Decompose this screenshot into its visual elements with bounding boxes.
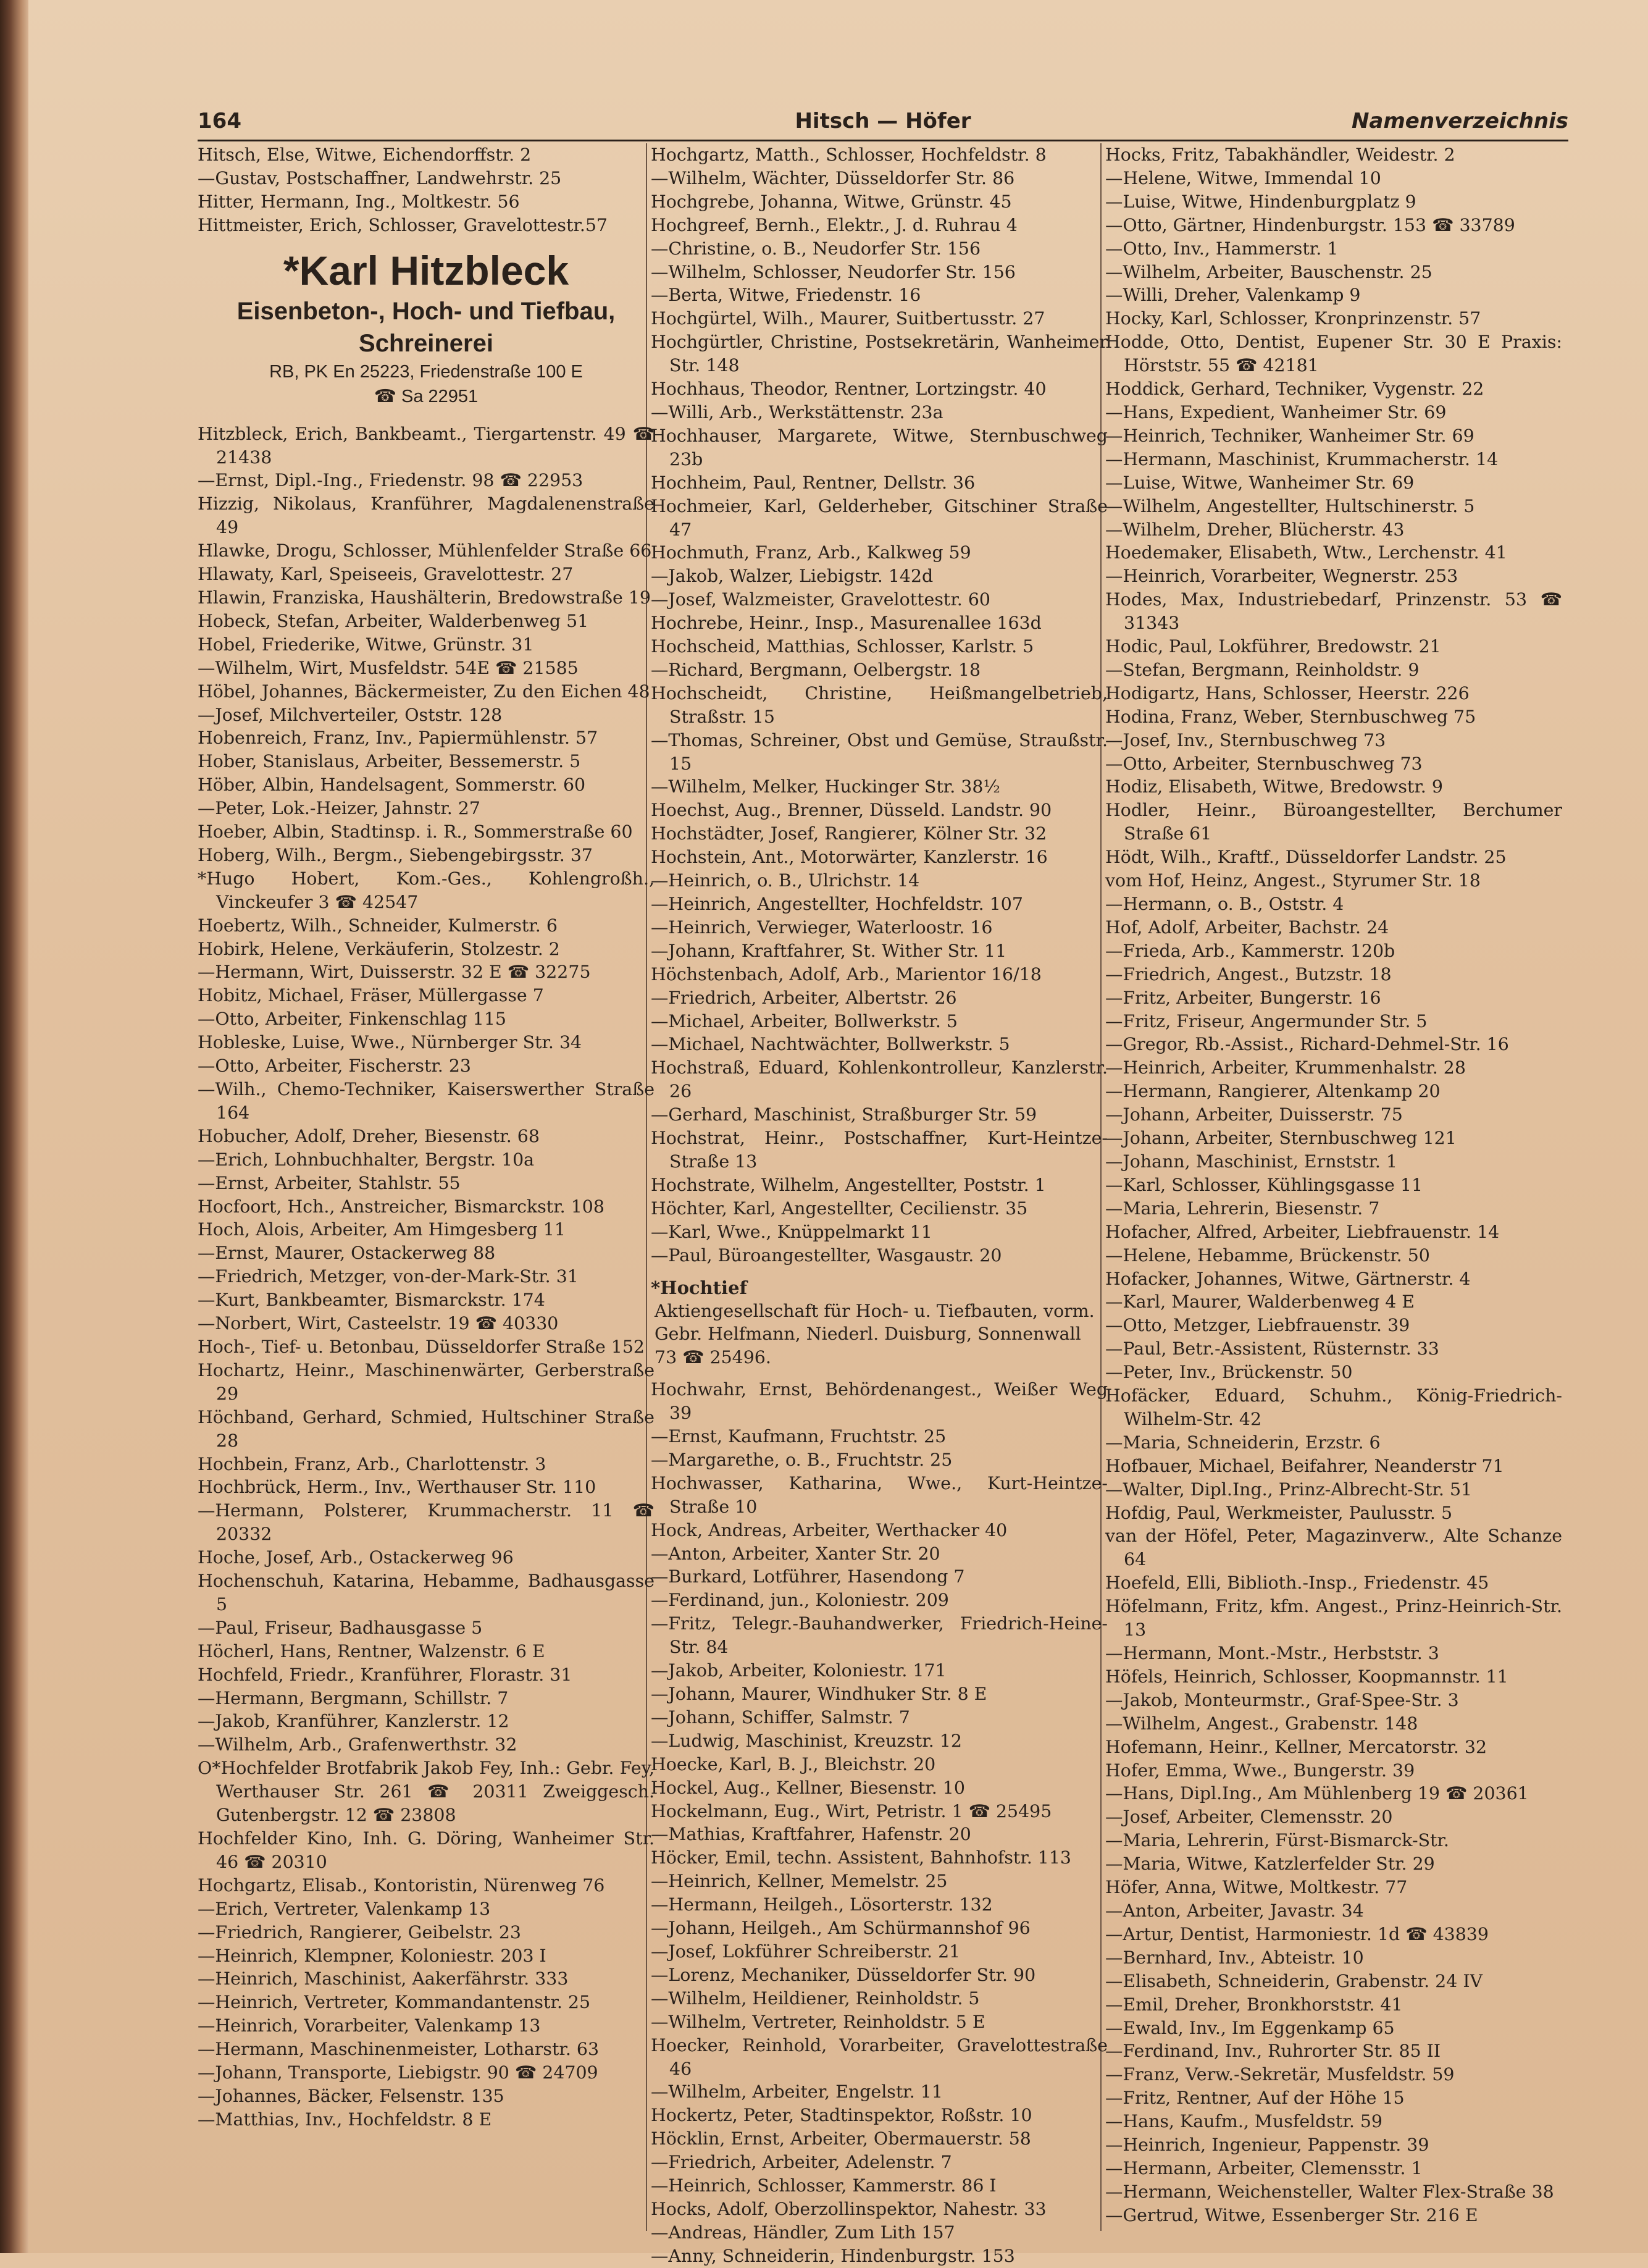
- directory-entry: —Johannes, Bäcker, Felsenstr. 135: [198, 2085, 504, 2106]
- directory-entry: Hodde, Otto, Dentist, Eupener Str. 30 E Praxis: Hörststr. 55 ☎ 42181: [1105, 332, 1562, 376]
- directory-entry: —Ernst, Dipl.-Ing., Friedenstr. 98 ☎ 22953: [198, 470, 583, 491]
- directory-entry: —Heinrich, Klempner, Koloniestr. 203 I: [198, 1945, 546, 1966]
- directory-entry: Hochheim, Paul, Rentner, Dellstr. 36: [651, 472, 976, 493]
- directory-entry: Hoche, Josef, Arb., Ostackerweg 96: [198, 1547, 514, 1568]
- directory-entry: —Johann, Transporte, Liebigstr. 90 ☎ 24709: [198, 2062, 598, 2083]
- directory-entry: —Gustav, Postschaffner, Landwehrstr. 25: [198, 167, 562, 188]
- directory-entry: —Wilhelm, Heildiener, Reinholdstr. 5: [651, 1988, 980, 2009]
- directory-entry: Hochgreef, Bernh., Elektr., J. d. Ruhrau 4: [651, 214, 1018, 235]
- directory-entry: —Thomas, Schreiner, Obst und Gemüse, Straußstr. 15: [651, 729, 1108, 774]
- column-1: [198, 143, 655, 2237]
- directory-entry: —Heinrich, Arbeiter, Krummenhalstr. 28: [1105, 1057, 1466, 1078]
- directory-entry: —Karl, Schlosser, Kühlingsgasse 11: [1105, 1174, 1423, 1195]
- directory-entry: —Ferdinand, jun., Koloniestr. 209: [651, 1590, 949, 1611]
- directory-entry: Höchband, Gerhard, Schmied, Hultschiner Straße 28: [198, 1406, 655, 1451]
- directory-entry: —Friedrich, Arbeiter, Albertstr. 26: [651, 987, 957, 1008]
- directory-entry: —Wilhelm, Wirt, Musfeldstr. 54E ☎ 21585: [198, 657, 579, 678]
- directory-entry: —Hermann, Maschinist, Krummacherstr. 14: [1105, 448, 1499, 469]
- directory-entry: —Maria, Lehrerin, Fürst-Bismarck-Str.: [1105, 1830, 1449, 1851]
- directory-entry: —Wilhelm, Schlosser, Neudorfer Str. 156: [651, 261, 1016, 282]
- directory-entry: Hochstraß, Eduard, Kohlenkontrolleur, Kanzlerstr. 26: [651, 1057, 1108, 1102]
- directory-entry: —Peter, Lok.-Heizer, Jahnstr. 27: [198, 798, 480, 819]
- directory-entry: van der Höfel, Peter, Magazinverw., Alte Schanze 64: [1105, 1526, 1562, 1570]
- directory-entry: Hochartz, Heinr., Maschinenwärter, Gerberstraße 29: [198, 1359, 655, 1404]
- directory-entry: Hodina, Franz, Weber, Sternbuschweg 75: [1105, 706, 1476, 727]
- directory-entry: Höbel, Johannes, Bäckermeister, Zu den Eichen 48: [198, 681, 650, 702]
- directory-entry: Hocks, Adolf, Oberzollinspektor, Nahestr. 33: [651, 2198, 1047, 2219]
- directory-entry: Hofäcker, Eduard, Schuhm., König-Friedrich-Wilhelm-Str. 42: [1105, 1385, 1562, 1429]
- directory-entry: —Anny, Schneiderin, Hindenburgstr. 153: [651, 2245, 1015, 2266]
- directory-entry: —Emil, Dreher, Bronkhorststr. 41: [1105, 1994, 1403, 2015]
- directory-entry: —Burkard, Lotführer, Hasendong 7: [651, 1566, 965, 1587]
- directory-entry: —Wilhelm, Angestellter, Hultschinerstr. 5: [1105, 495, 1475, 516]
- directory-entry: —Johann, Maschinist, Ernststr. 1: [1105, 1151, 1398, 1172]
- directory-entry: Hocks, Fritz, Tabakhändler, Weidestr. 2: [1105, 145, 1455, 165]
- page-header: [198, 109, 1568, 143]
- entry-list: [1105, 143, 1562, 2227]
- directory-entry: Hochhauser, Margarete, Witwe, Sternbuschweg 23b: [651, 425, 1108, 469]
- directory-entry: —Wilhelm, Arbeiter, Engelstr. 11: [651, 2081, 943, 2102]
- directory-entry: —Josef, Arbeiter, Clemensstr. 20: [1105, 1807, 1393, 1828]
- directory-entry: Höchter, Karl, Angestellter, Cecilienstr. 35: [651, 1198, 1028, 1219]
- directory-entry: —Hermann, o. B., Oststr. 4: [1105, 894, 1344, 914]
- directory-entry: —Maria, Witwe, Katzlerfelder Str. 29: [1105, 1854, 1435, 1875]
- directory-entry: —Josef, Inv., Sternbuschweg 73: [1105, 729, 1386, 750]
- directory-entry: —Artur, Dentist, Harmoniestr. 1d ☎ 43839: [1105, 1923, 1489, 1944]
- directory-entry: Hochscheidt, Christine, Heißmangelbetrieb, Straßstr. 15: [651, 682, 1108, 727]
- directory-entry: Hittmeister, Erich, Schlosser, Gravelottestr.57: [198, 214, 608, 235]
- directory-entry: —Hermann, Mont.-Mstr., Herbststr. 3: [1105, 1643, 1439, 1663]
- hochtief-heading: *Hochtief: [651, 1277, 747, 1298]
- directory-entry: —Otto, Arbeiter, Fischerstr. 23: [198, 1056, 471, 1077]
- directory-entry: —Wilhelm, Arbeiter, Bauschenstr. 25: [1105, 261, 1433, 282]
- directory-entry: —Stefan, Bergmann, Reinholdstr. 9: [1105, 659, 1420, 680]
- directory-entry: —Johann, Arbeiter, Sternbuschweg 121: [1105, 1128, 1457, 1149]
- directory-entry: —Willi, Arb., Werkstättenstr. 23a: [651, 401, 943, 422]
- directory-entry: —Andreas, Händler, Zum Lith 157: [651, 2222, 955, 2243]
- directory-entry: Hodic, Paul, Lokführer, Bredowstr. 21: [1105, 636, 1441, 657]
- entry-list: [651, 1378, 1108, 2267]
- directory-entry: —Hermann, Heilgeh., Lösorterstr. 132: [651, 1894, 993, 1915]
- directory-entry: Hobeck, Stefan, Arbeiter, Walderbenweg 51: [198, 610, 589, 631]
- directory-entry: —Kurt, Bankbeamter, Bismarckstr. 174: [198, 1290, 545, 1311]
- directory-entry: Hochgürtel, Wilh., Maurer, Suitbertusstr. 27: [651, 308, 1045, 329]
- ad-phone: ☎ Sa 22951: [374, 386, 479, 406]
- directory-entry: —Heinrich, o. B., Ulrichstr. 14: [651, 870, 920, 891]
- directory-entry: —Heinrich, Ingenieur, Pappenstr. 39: [1105, 2135, 1429, 2156]
- directory-entry: —Ludwig, Maschinist, Kreuzstr. 12: [651, 1730, 962, 1751]
- entry-list: [198, 143, 655, 237]
- directory-entry: Hofacher, Alfred, Arbeiter, Liebfrauenstr. 14: [1105, 1221, 1500, 1242]
- section-title: Namenverzeichnis: [1351, 109, 1568, 133]
- directory-entry: —Erich, Vertreter, Valenkamp 13: [198, 1898, 491, 1919]
- directory-entry: —Fritz, Arbeiter, Bungerstr. 16: [1105, 987, 1381, 1008]
- directory-entry: Hoefeld, Elli, Biblioth.-Insp., Friedenstr. 45: [1105, 1573, 1489, 1594]
- directory-entry: —Anton, Arbeiter, Javastr. 34: [1105, 1900, 1364, 1921]
- directory-entry: Hober, Stanislaus, Arbeiter, Bessemerstr. 5: [198, 751, 581, 772]
- directory-entry: —Paul, Friseur, Badhausgasse 5: [198, 1617, 483, 1638]
- directory-entry: Hlawin, Franziska, Haushälterin, Bredowstraße 19: [198, 587, 651, 608]
- directory-entry: Hoecke, Karl, B. J., Bleichstr. 20: [651, 1754, 936, 1774]
- directory-entry: *Hugo Hobert, Kom.-Ges., Kohlengroßh., Vinckeufer 3 ☎ 42547: [198, 868, 655, 912]
- directory-entry: —Ernst, Maurer, Ostackerweg 88: [198, 1243, 496, 1264]
- directory-entry: Hobitz, Michael, Fräser, Müllergasse 7: [198, 985, 544, 1006]
- directory-entry: —Mathias, Kraftfahrer, Hafenstr. 20: [651, 1824, 971, 1845]
- directory-entry: Höcherl, Hans, Rentner, Walzenstr. 6 E: [198, 1640, 545, 1661]
- directory-entry: —Margarethe, o. B., Fruchtstr. 25: [651, 1449, 953, 1470]
- directory-entry: —Maria, Schneiderin, Erzstr. 6: [1105, 1432, 1381, 1453]
- directory-entry: —Johann, Kraftfahrer, St. Wither Str. 11: [651, 940, 1007, 961]
- directory-entry: Hochgartz, Matth., Schlosser, Hochfeldstr. 8: [651, 145, 1047, 165]
- ad-services-2: Schreinerei: [359, 329, 493, 357]
- directory-entry: —Bernhard, Inv., Abteistr. 10: [1105, 1947, 1364, 1968]
- directory-entry: Hochbrück, Herm., Inv., Werthauser Str. 110: [198, 1477, 596, 1498]
- directory-entry: Hlawaty, Karl, Speiseeis, Gravelottestr. 27: [198, 564, 574, 585]
- directory-entry: Hofemann, Heinr., Kellner, Mercatorstr. 32: [1105, 1736, 1487, 1757]
- directory-entry: —Walter, Dipl.Ing., Prinz-Albrecht-Str. 51: [1105, 1479, 1473, 1500]
- directory-entry: —Hermann, Arbeiter, Clemensstr. 1: [1105, 2157, 1423, 2178]
- directory-entry: —Michael, Arbeiter, Bollwerkstr. 5: [651, 1010, 958, 1031]
- directory-entry: Hofacker, Johannes, Witwe, Gärtnerstr. 4: [1105, 1268, 1471, 1289]
- directory-entry: Hochstrate, Wilhelm, Angestellter, Poststr. 1: [651, 1174, 1046, 1195]
- directory-entry: —Matthias, Inv., Hochfeldstr. 8 E: [198, 2109, 492, 2130]
- directory-entry: —Karl, Wwe., Knüppelmarkt 11: [651, 1221, 932, 1242]
- directory-entry: Hochstädter, Josef, Rangierer, Kölner Str. 32: [651, 823, 1047, 844]
- directory-entry: Hoedemaker, Elisabeth, Wtw., Lerchenstr. 41: [1105, 542, 1507, 563]
- directory-entry: Hochgürtler, Christine, Postsekretärin, Wanheimer Str. 148: [651, 332, 1108, 376]
- directory-entry: Hocky, Karl, Schlosser, Kronprinzenstr. 57: [1105, 308, 1481, 329]
- directory-entry: Hochgartz, Elisab., Kontoristin, Nürenweg 76: [198, 1875, 605, 1896]
- directory-entry: —Jakob, Monteurmstr., Graf-Spee-Str. 3: [1105, 1689, 1459, 1710]
- directory-entry: Hof, Adolf, Arbeiter, Bachstr. 24: [1105, 917, 1389, 938]
- directory-entry: —Wilhelm, Dreher, Blücherstr. 43: [1105, 519, 1405, 540]
- directory-entry: Hofdig, Paul, Werkmeister, Paulusstr. 5: [1105, 1502, 1453, 1523]
- directory-entry: —Hans, Kaufm., Musfeldstr. 59: [1105, 2111, 1382, 2132]
- directory-entry: —Wilh., Chemo-Techniker, Kaiserswerther Straße 164: [198, 1079, 655, 1123]
- directory-entry: —Paul, Büroangestellter, Wasgaustr. 20: [651, 1245, 1002, 1266]
- directory-entry: —Christine, o. B., Neudorfer Str. 156: [651, 238, 981, 259]
- directory-entry: Höchstenbach, Adolf, Arb., Marientor 16/18: [651, 964, 1042, 985]
- directory-entry: —Johann, Arbeiter, Duisserstr. 75: [1105, 1104, 1403, 1125]
- directory-entry: —Hermann, Bergmann, Schillstr. 7: [198, 1687, 509, 1708]
- directory-entry: —Jakob, Kranführer, Kanzlerstr. 12: [198, 1711, 509, 1732]
- directory-entry: Hochenschuh, Katarina, Hebamme, Badhausgasse 5: [198, 1571, 655, 1615]
- directory-entry: —Heinrich, Techniker, Wanheimer Str. 69: [1105, 425, 1474, 446]
- directory-entry: vom Hof, Heinz, Angest., Styrumer Str. 18: [1105, 870, 1481, 891]
- directory-entry: —Fritz, Friseur, Angermunder Str. 5: [1105, 1010, 1428, 1031]
- directory-entry: Hochrebe, Heinr., Insp., Masurenallee 163d: [651, 613, 1042, 634]
- directory-entry: Hochmuth, Franz, Arb., Kalkweg 59: [651, 542, 971, 563]
- directory-entry: —Jakob, Walzer, Liebigstr. 142d: [651, 566, 934, 587]
- directory-entry: Hodiz, Elisabeth, Witwe, Bredowstr. 9: [1105, 776, 1443, 797]
- directory-entry: —Lorenz, Mechaniker, Düsseldorfer Str. 90: [651, 1964, 1036, 1985]
- directory-entry: —Frieda, Arb., Kammerstr. 120b: [1105, 940, 1395, 961]
- directory-entry: —Wilhelm, Angest., Grabenstr. 148: [1105, 1713, 1418, 1734]
- directory-entry: Hockel, Aug., Kellner, Biesenstr. 10: [651, 1777, 965, 1798]
- directory-entry: Hoberg, Wilh., Bergm., Siebengebirgsstr. 37: [198, 844, 593, 865]
- directory-entry: Höcklin, Ernst, Arbeiter, Obermauerstr. 58: [651, 2128, 1031, 2149]
- directory-entry: Höcker, Emil, techn. Assistent, Bahnhofstr. 113: [651, 1847, 1071, 1868]
- directory-entry: —Josef, Lokführer Schreiberstr. 21: [651, 1941, 961, 1962]
- directory-entry: —Hermann, Wirt, Duisserstr. 32 E ☎ 32275: [198, 962, 591, 983]
- directory-entry: Hoebertz, Wilh., Schneider, Kulmerstr. 6: [198, 915, 558, 936]
- directory-entry: Hobucher, Adolf, Dreher, Biesenstr. 68: [198, 1125, 540, 1146]
- page-title: Hitsch — Höfer: [795, 109, 971, 133]
- directory-entry: —Helene, Witwe, Immendal 10: [1105, 167, 1381, 188]
- directory-entry: —Wilhelm, Vertreter, Reinholdstr. 5 E: [651, 2011, 985, 2032]
- directory-entry: —Luise, Witwe, Wanheimer Str. 69: [1105, 472, 1415, 493]
- directory-entry: Hocfoort, Hch., Anstreicher, Bismarckstr. 108: [198, 1196, 604, 1217]
- directory-entry: —Friedrich, Angest., Butzstr. 18: [1105, 964, 1392, 985]
- directory-entry: —Richard, Bergmann, Oelbergstr. 18: [651, 659, 981, 680]
- directory-entry: —Hermann, Maschinenmeister, Lotharstr. 63: [198, 2039, 600, 2060]
- hochtief-text: Aktiengesellschaft für Hoch- u. Tiefbauten, vorm. Gebr. Helfmann, Niederl. Duisburg, Sonnenwall 73 ☎ 25496.: [655, 1300, 1095, 1368]
- ad-services: Eisenbeton-, Hoch- und Tiefbau,: [236, 297, 616, 325]
- directory-entry: Hodigartz, Hans, Schlosser, Heerstr. 226: [1105, 682, 1470, 704]
- directory-entry: —Wilhelm, Melker, Huckinger Str. 38½: [651, 776, 1000, 797]
- directory-entry: —Ferdinand, Inv., Ruhrorter Str. 85 II: [1105, 2041, 1441, 2062]
- directory-entry: —Johann, Schiffer, Salmstr. 7: [651, 1707, 910, 1728]
- directory-entry: —Johann, Maurer, Windhuker Str. 8 E: [651, 1684, 987, 1704]
- entry-list: [198, 422, 655, 2132]
- directory-entry: —Karl, Maurer, Walderbenweg 4 E: [1105, 1292, 1415, 1312]
- ad-address: RB, PK En 25223, Friedenstraße 100 E: [269, 361, 583, 382]
- directory-entry: Hoeber, Albin, Stadtinsp. i. R., Sommerstraße 60: [198, 821, 633, 842]
- directory-entry: Hoddick, Gerhard, Techniker, Vygenstr. 22: [1105, 379, 1484, 400]
- directory-entry: Höfer, Anna, Witwe, Moltkestr. 77: [1105, 1877, 1408, 1898]
- directory-entry: Hoecker, Reinhold, Vorarbeiter, Gravelottestraße 46: [651, 2035, 1108, 2079]
- directory-entry: —Friedrich, Rangierer, Geibelstr. 23: [198, 1922, 521, 1942]
- directory-entry: —Maria, Lehrerin, Biesenstr. 7: [1105, 1198, 1380, 1219]
- directory-entry: Hochstrat, Heinr., Postschaffner, Kurt-Heintze-Straße 13: [651, 1128, 1108, 1172]
- directory-entry: Hofbauer, Michael, Beifahrer, Neanderstr 71: [1105, 1455, 1504, 1476]
- directory-entry: Hitter, Hermann, Ing., Moltkestr. 56: [198, 191, 520, 212]
- directory-entry: —Otto, Arbeiter, Sternbuschweg 73: [1105, 753, 1423, 774]
- directory-entry: —Heinrich, Angestellter, Hochfeldstr. 107: [651, 894, 1023, 914]
- directory-entry: —Elisabeth, Schneiderin, Grabenstr. 24 IV: [1105, 1970, 1483, 1991]
- directory-entry: —Norbert, Wirt, Casteelstr. 19 ☎ 40330: [198, 1313, 559, 1334]
- directory-entry: Hobel, Friederike, Witwe, Grünstr. 31: [198, 634, 534, 655]
- directory-entry: —Otto, Arbeiter, Finkenschlag 115: [198, 1009, 506, 1030]
- directory-entry: —Jakob, Arbeiter, Koloniestr. 171: [651, 1660, 947, 1681]
- directory-entry: —Berta, Witwe, Friedenstr. 16: [651, 285, 921, 306]
- directory-entry: Hochfeld, Friedr., Kranführer, Florastr. 31: [198, 1664, 572, 1685]
- page-number: 164: [198, 109, 241, 133]
- directory-entry: —Heinrich, Verwieger, Waterloostr. 16: [651, 917, 993, 938]
- directory-entry: Hochscheid, Matthias, Schlosser, Karlstr. 5: [651, 636, 1034, 657]
- directory-entry: Hochmeier, Karl, Gelderheber, Gitschiner Straße 47: [651, 495, 1108, 540]
- directory-entry: —Heinrich, Maschinist, Aakerfährstr. 333: [198, 1968, 569, 1989]
- directory-entry: Hochbein, Franz, Arb., Charlottenstr. 3: [198, 1453, 546, 1474]
- directory-entry: Hodes, Max, Industriebedarf, Prinzenstr. 53 ☎ 31343: [1105, 589, 1562, 634]
- directory-entry: —Franz, Verw.-Sekretär, Musfeldstr. 59: [1105, 2064, 1455, 2085]
- directory-entry: Hockelmann, Eug., Wirt, Petristr. 1 ☎ 25495: [651, 1800, 1052, 1821]
- directory-entry: —Friedrich, Arbeiter, Adelenstr. 7: [651, 2152, 952, 2173]
- directory-entry: Hochhaus, Theodor, Rentner, Lortzingstr. 40: [651, 379, 1047, 400]
- directory-entry: Hockertz, Peter, Stadtinspektor, Roßstr. 10: [651, 2105, 1032, 2126]
- directory-entry: —Hermann, Rangierer, Altenkamp 20: [1105, 1081, 1441, 1102]
- directory-entry: Höfelmann, Fritz, kfm. Angest., Prinz-Heinrich-Str. 13: [1105, 1596, 1562, 1640]
- directory-entry: —Otto, Metzger, Liebfrauenstr. 39: [1105, 1315, 1410, 1336]
- directory-entry: —Gerhard, Maschinist, Straßburger Str. 59: [651, 1104, 1037, 1125]
- directory-entry: —Heinrich, Vertreter, Kommandantenstr. 25: [198, 1992, 591, 2013]
- directory-entry: Höber, Albin, Handelsagent, Sommerstr. 60: [198, 775, 586, 796]
- advertisement-hitzbleck: [198, 246, 655, 409]
- directory-entry: —Helene, Hebamme, Brückenstr. 50: [1105, 1245, 1430, 1266]
- directory-entry: —Fritz, Telegr.-Bauhandwerker, Friedrich-Heine-Str. 84: [651, 1613, 1108, 1658]
- directory-entry: Hoechst, Aug., Brenner, Düsseld. Landstr. 90: [651, 800, 1052, 821]
- directory-entry: Hlawke, Drogu, Schlosser, Mühlenfelder Straße 66: [198, 540, 652, 561]
- directory-entry: Hitzbleck, Erich, Bankbeamt., Tiergartenstr. 49 ☎ 21438: [198, 423, 655, 468]
- book-binding-edge: [0, 0, 28, 2253]
- entry-list: [651, 143, 1108, 1267]
- directory-entry: —Gertrud, Witwe, Essenberger Str. 216 E: [1105, 2204, 1478, 2225]
- directory-entry: Hobleske, Luise, Wwe., Nürnberger Str. 34: [198, 1032, 582, 1053]
- directory-entry: —Otto, Gärtner, Hindenburgstr. 153 ☎ 33789: [1105, 214, 1515, 235]
- directory-entry: Hitsch, Else, Witwe, Eichendorffstr. 2: [198, 145, 532, 165]
- directory-entry: —Otto, Inv., Hammerstr. 1: [1105, 238, 1339, 259]
- column-2: [651, 143, 1108, 2266]
- directory-entry: —Erich, Lohnbuchhalter, Bergstr. 10a: [198, 1149, 535, 1170]
- column-3: [1105, 143, 1562, 2237]
- directory-entry: —Wilhelm, Wächter, Düsseldorfer Str. 86: [651, 167, 1015, 188]
- directory-entry: Hodler, Heinr., Büroangestellter, Berchumer Straße 61: [1105, 800, 1562, 844]
- directory-entry: Hock, Andreas, Arbeiter, Werthacker 40: [651, 1519, 1008, 1540]
- directory-entry: —Wilhelm, Arb., Grafenwerthstr. 32: [198, 1734, 517, 1755]
- directory-entry: —Fritz, Rentner, Auf der Höhe 15: [1105, 2088, 1405, 2109]
- directory-entry: —Johann, Heilgeh., Am Schürmannshof 96: [651, 1918, 1031, 1939]
- directory-entry: —Hans, Dipl.Ing., Am Mühlenberg 19 ☎ 20361: [1105, 1783, 1529, 1804]
- directory-entry: —Heinrich, Kellner, Memelstr. 25: [651, 1871, 948, 1892]
- directory-entry: Hizzig, Nikolaus, Kranführer, Magdalenenstraße 49: [198, 494, 655, 538]
- header-rule: [198, 140, 1568, 141]
- directory-entry: Hoch, Alois, Arbeiter, Am Himgesberg 11: [198, 1219, 566, 1240]
- directory-entry: O*Hochfelder Brotfabrik Jakob Fey, Inh.: Gebr. Fey, Werthauser Str. 261 ☎ 20311 Zweiggesch. Gutenbergstr. 12 ☎ 23808: [198, 1758, 655, 1826]
- directory-entry: —Heinrich, Vorarbeiter, Wegnerstr. 253: [1105, 566, 1458, 587]
- directory-entry: Hochfelder Kino, Inh. G. Döring, Wanheimer Str. 46 ☎ 20310: [198, 1828, 655, 1872]
- directory-entry: Hochstein, Ant., Motorwärter, Kanzlerstr. 16: [651, 847, 1048, 868]
- directory-entry: —Peter, Inv., Brückenstr. 50: [1105, 1362, 1353, 1383]
- directory-entry: —Gregor, Rb.-Assist., Richard-Dehmel-Str. 16: [1105, 1034, 1509, 1055]
- directory-entry: —Hans, Expedient, Wanheimer Str. 69: [1105, 401, 1447, 422]
- directory-entry: —Ewald, Inv., Im Eggenkamp 65: [1105, 2017, 1395, 2038]
- directory-entry: —Josef, Walzmeister, Gravelottestr. 60: [651, 589, 990, 610]
- directory-entry: —Heinrich, Vorarbeiter, Valenkamp 13: [198, 2015, 541, 2036]
- directory-entry: Hobenreich, Franz, Inv., Papiermühlenstr. 57: [198, 728, 598, 749]
- directory-entry: —Hermann, Weichensteller, Walter Flex-Straße 38: [1105, 2181, 1554, 2202]
- directory-entry: Hochgrebe, Johanna, Witwe, Grünstr. 45: [651, 191, 1012, 212]
- ad-company-name: *Karl Hitzbleck: [283, 247, 569, 293]
- directory-entry: Hödt, Wilh., Kraftf., Düsseldorfer Landstr. 25: [1105, 847, 1507, 868]
- directory-entry: —Hermann, Polsterer, Krummacherstr. 11 ☎ 20332: [198, 1500, 655, 1545]
- directory-entry: —Friedrich, Metzger, von-der-Mark-Str. 31: [198, 1266, 579, 1287]
- directory-entry: —Anton, Arbeiter, Xanter Str. 20: [651, 1543, 940, 1564]
- directory-entry: —Paul, Betr.-Assistent, Rüsternstr. 33: [1105, 1338, 1439, 1359]
- directory-entry: —Ernst, Arbeiter, Stahlstr. 55: [198, 1172, 461, 1193]
- directory-entry: Hoch-, Tief- u. Betonbau, Düsseldorfer Straße 152: [198, 1336, 645, 1357]
- directory-entry: Höfels, Heinrich, Schlosser, Koopmannstr. 11: [1105, 1666, 1508, 1687]
- directory-entry: —Ernst, Kaufmann, Fruchtstr. 25: [651, 1426, 947, 1447]
- directory-entry: Hochwasser, Katharina, Wwe., Kurt-Heintze-Straße 10: [651, 1472, 1108, 1517]
- directory-entry: Hochwahr, Ernst, Behördenangest., Weißer Weg 39: [651, 1379, 1108, 1424]
- directory-entry: Hobirk, Helene, Verkäuferin, Stolzestr. 2: [198, 938, 560, 959]
- directory-entry: Hofer, Emma, Wwe., Bungerstr. 39: [1105, 1760, 1415, 1781]
- directory-entry: —Luise, Witwe, Hindenburgplatz 9: [1105, 191, 1416, 212]
- directory-entry: —Heinrich, Schlosser, Kammerstr. 86 I: [651, 2175, 997, 2196]
- directory-entry: —Willi, Dreher, Valenkamp 9: [1105, 285, 1361, 306]
- directory-entry: —Josef, Milchverteiler, Oststr. 128: [198, 704, 503, 725]
- directory-entry: —Michael, Nachtwächter, Bollwerkstr. 5: [651, 1034, 1010, 1055]
